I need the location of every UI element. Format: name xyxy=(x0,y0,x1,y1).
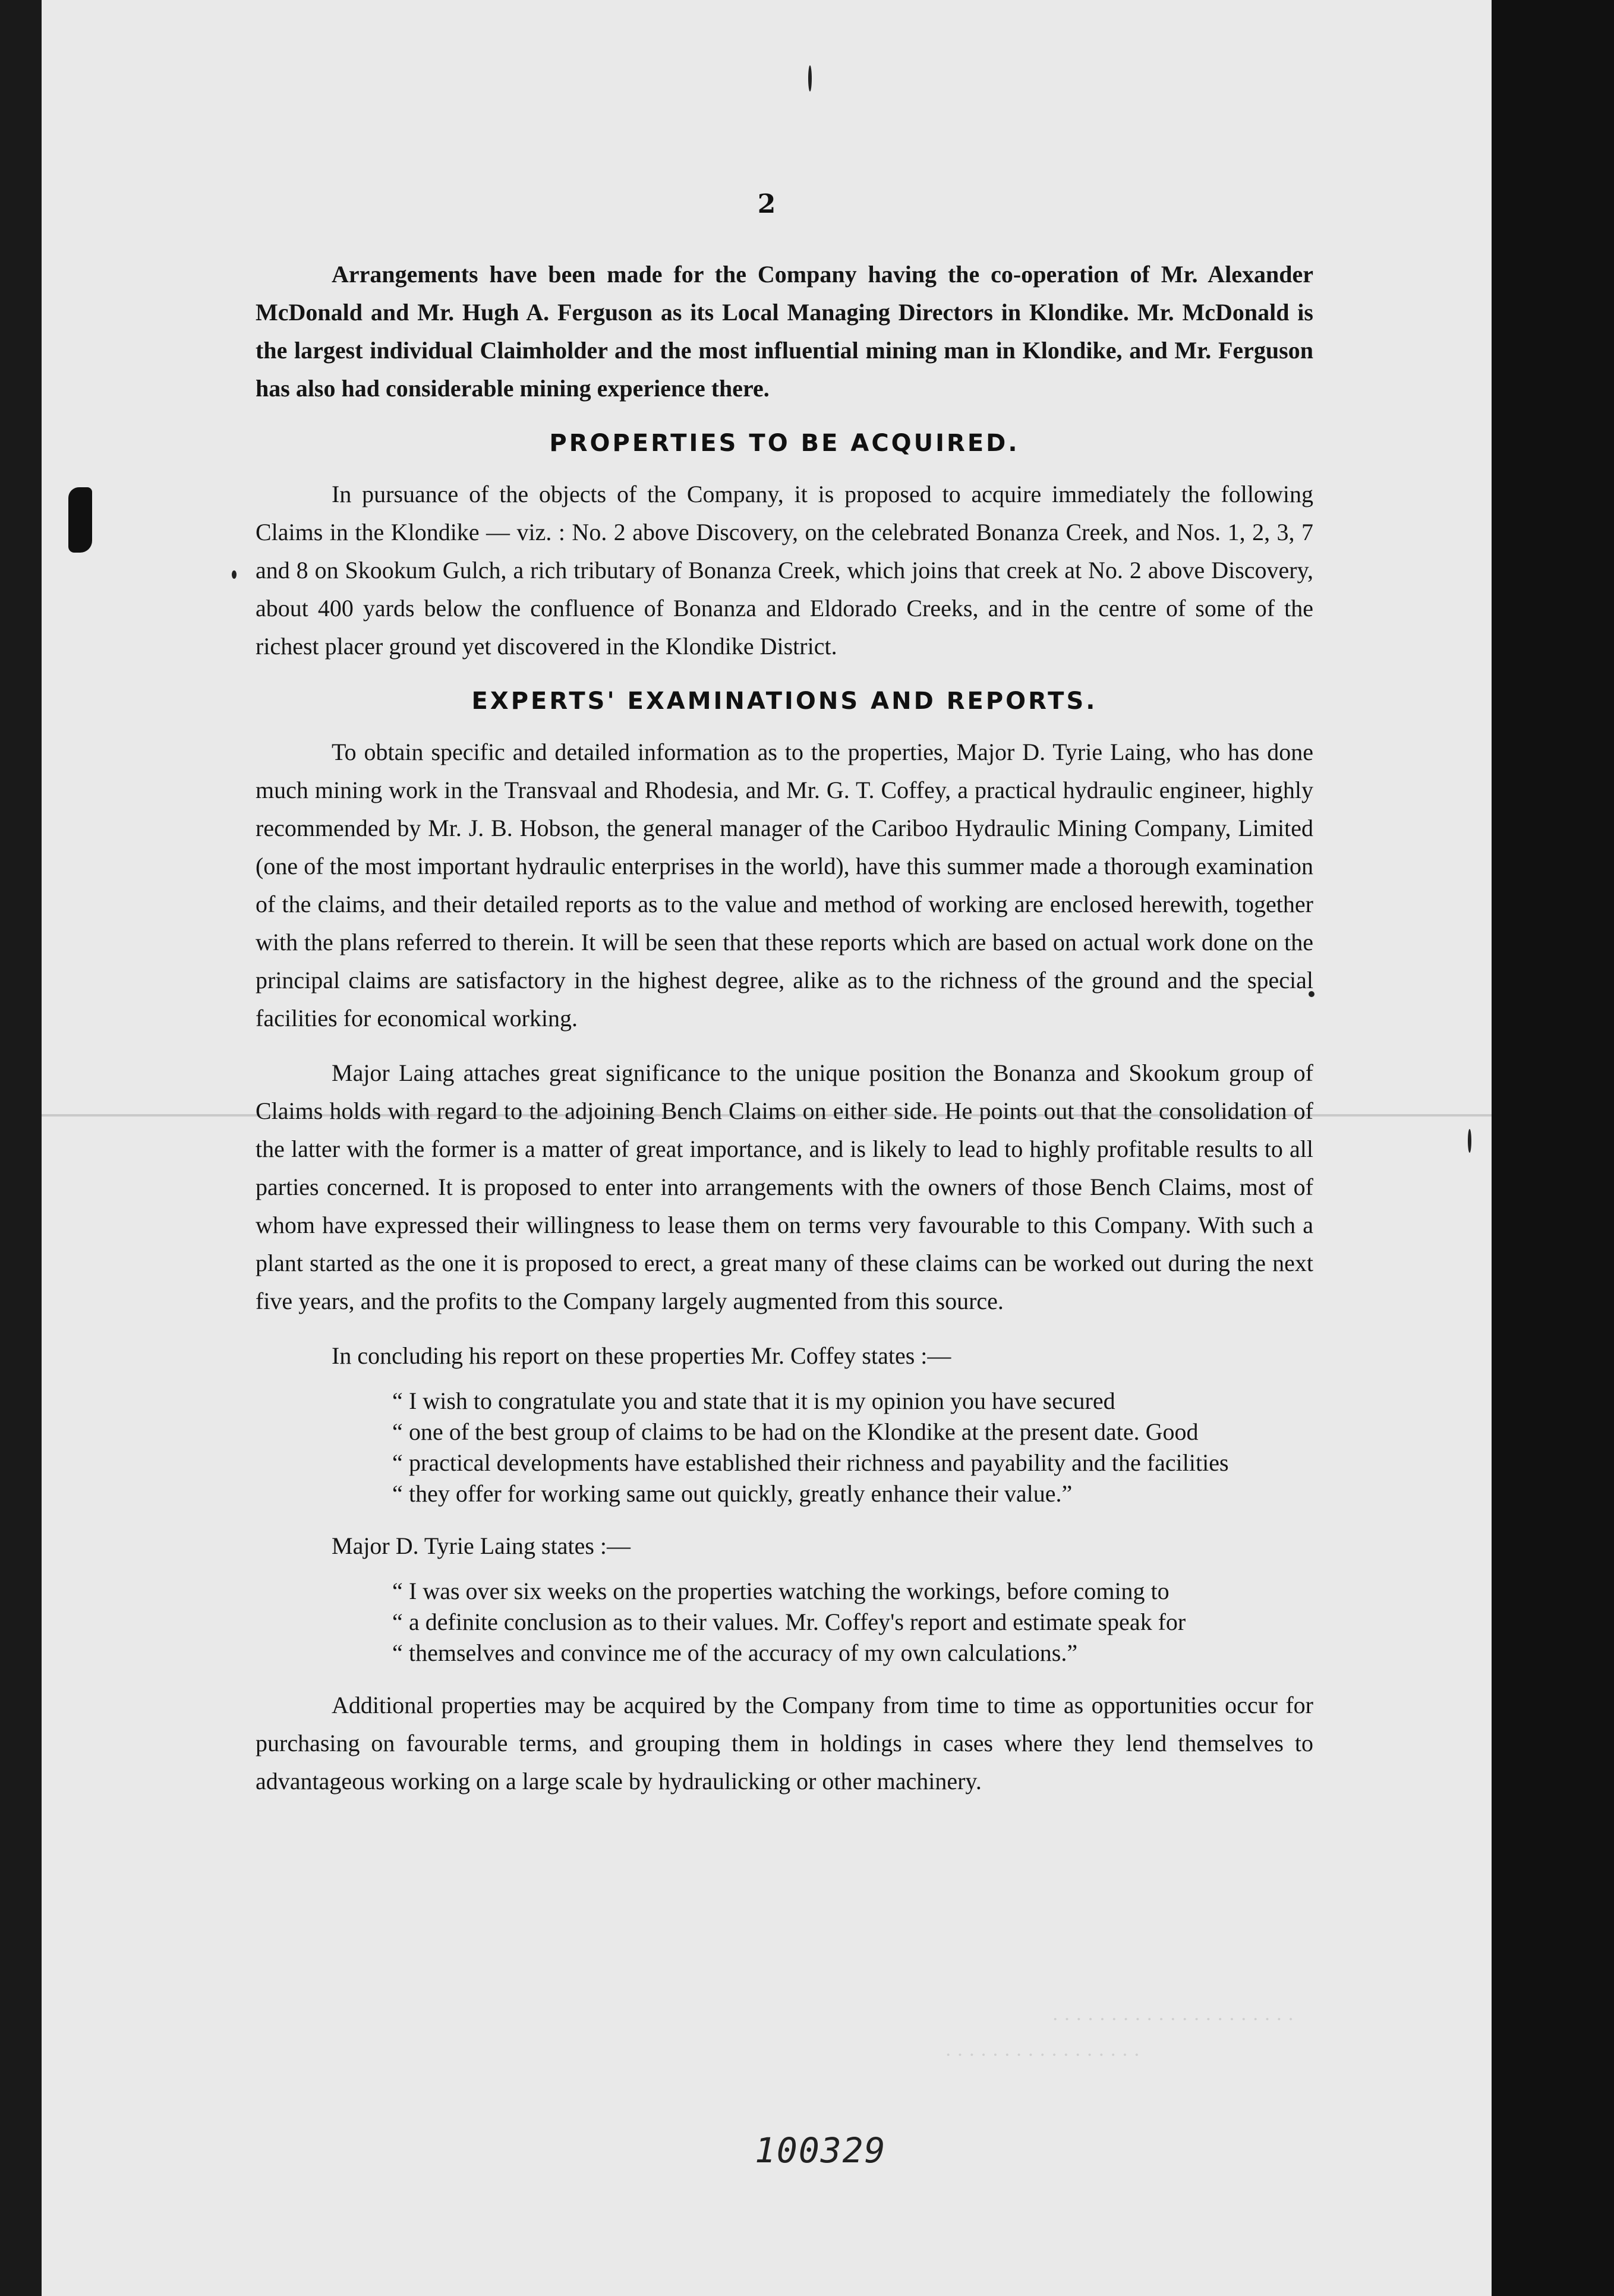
margin-speck xyxy=(1468,1129,1471,1153)
binding-hole-mark xyxy=(68,487,92,553)
experts-paragraph-2: Major Laing attaches great significance to the unique position the Bonanza and Skookum group of Claims holds with regard to the adjoining Bench Claims on either side. He points out that the consolidation of the latter with the former is a matter of great importance, and is likely to lead to highly profitable results to all parties concerned. It is proposed to enter into arrangements with the owners of those Bench Claims, most of whom have expressed their willingness to lease them on terms very favourable to this Company. With such a plant started as the one it is proposed to erect, a great many of these claims can be worked out during the next five years, and the profits to the Company largely augmented from this source. xyxy=(256,1059,1313,1314)
scan-edge xyxy=(1492,0,1614,2296)
quote-line: “ I wish to congratulate you and state that it is my opinion you have secured xyxy=(396,1386,1313,1417)
quote-line: “ one of the best group of claims to be had on the Klondike at the present date. Good xyxy=(396,1417,1313,1447)
quote-line: “ practical developments have established their richness and payability and the facilities xyxy=(396,1447,1313,1478)
section-heading-properties: PROPERTIES TO BE ACQUIRED. xyxy=(549,430,1020,457)
section-heading-experts: EXPERTS' EXAMINATIONS AND REPORTS. xyxy=(471,687,1098,715)
laing-quote xyxy=(396,1576,1313,1669)
laing-intro: Major D. Tyrie Laing states :— xyxy=(332,1532,631,1559)
closing-paragraph: Additional properties may be acquired by the Company from time to time as opportunities occur for purchasing on favourable terms, and grouping them in holdings in cases where they lend themselves to advantageous working on a large scale by hydraulicking or other machinery. xyxy=(256,1692,1313,1794)
properties-paragraph: In pursuance of the objects of the Company, it is proposed to acquire immediately the following Claims in the Klondike — viz. : No. 2 above Discovery, on the celebrated Bonanza Creek, and Nos. 1, 2, 3, 7 and 8 on Skookum Gulch, a rich tributary of Bonanza Creek, which joins that creek at No. 2 above Discovery, about 400 yards below the confluence of Bonanza and Eldorado Creeks, and in the centre of some of the richest placer ground yet discovered in the Klondike District. xyxy=(256,481,1313,660)
bleed-through-text: · · · · · · · · · · · · · · · · · xyxy=(945,2044,1140,2066)
margin-speck xyxy=(808,65,812,92)
intro-paragraph: Arrangements have been made for the Company having the co-operation of Mr. Alexander McDonald and Mr. Hugh A. Ferguson as its Local Managing Directors in Klondike. Mr. McDonald is the largest individual Claimholder and the most influential mining man in Klondike, and Mr. Ferguson has also had considerable mining experience there. xyxy=(256,261,1313,402)
document-page xyxy=(42,0,1492,2296)
coffey-quote xyxy=(396,1386,1313,1509)
page-number: 2 xyxy=(757,189,776,219)
bleed-through-text: · · · · · · · · · · · · · · · · · · · · · xyxy=(1052,2008,1294,2030)
margin-speck xyxy=(232,570,237,579)
quote-line: “ they offer for working same out quickly, greatly enhance their value.” xyxy=(396,1478,1313,1509)
quote-line: “ I was over six weeks on the properties watching the workings, before coming to xyxy=(396,1576,1313,1607)
experts-paragraph-1: To obtain specific and detailed information as to the properties, Major D. Tyrie Laing, who has done much mining work in the Transvaal and Rhodesia, and Mr. G. T. Coffey, a practical hydraulic engineer, highly recommended by Mr. J. B. Hobson, the general manager of the Cariboo Hydraulic Mining Company, Limited (one of the most important hydraulic enterprises in the world), have this summer made a thorough examination of the claims, and their detailed reports as to the value and method of working are enclosed herewith, together with the plans referred to therein. It will be seen that these reports which are based on actual work done on the principal claims are satisfactory in the highest degree, alike as to the richness of the ground and the special facilities for economical working. xyxy=(256,739,1313,1032)
coffey-intro: In concluding his report on these properties Mr. Coffey states :— xyxy=(332,1342,951,1369)
quote-line: “ themselves and convince me of the accuracy of my own calculations.” xyxy=(396,1638,1313,1669)
document-body xyxy=(256,256,1313,1817)
archive-number-stamp: 100329 xyxy=(755,2130,887,2171)
quote-line: “ a definite conclusion as to their values. Mr. Coffey's report and estimate speak for xyxy=(396,1607,1313,1638)
